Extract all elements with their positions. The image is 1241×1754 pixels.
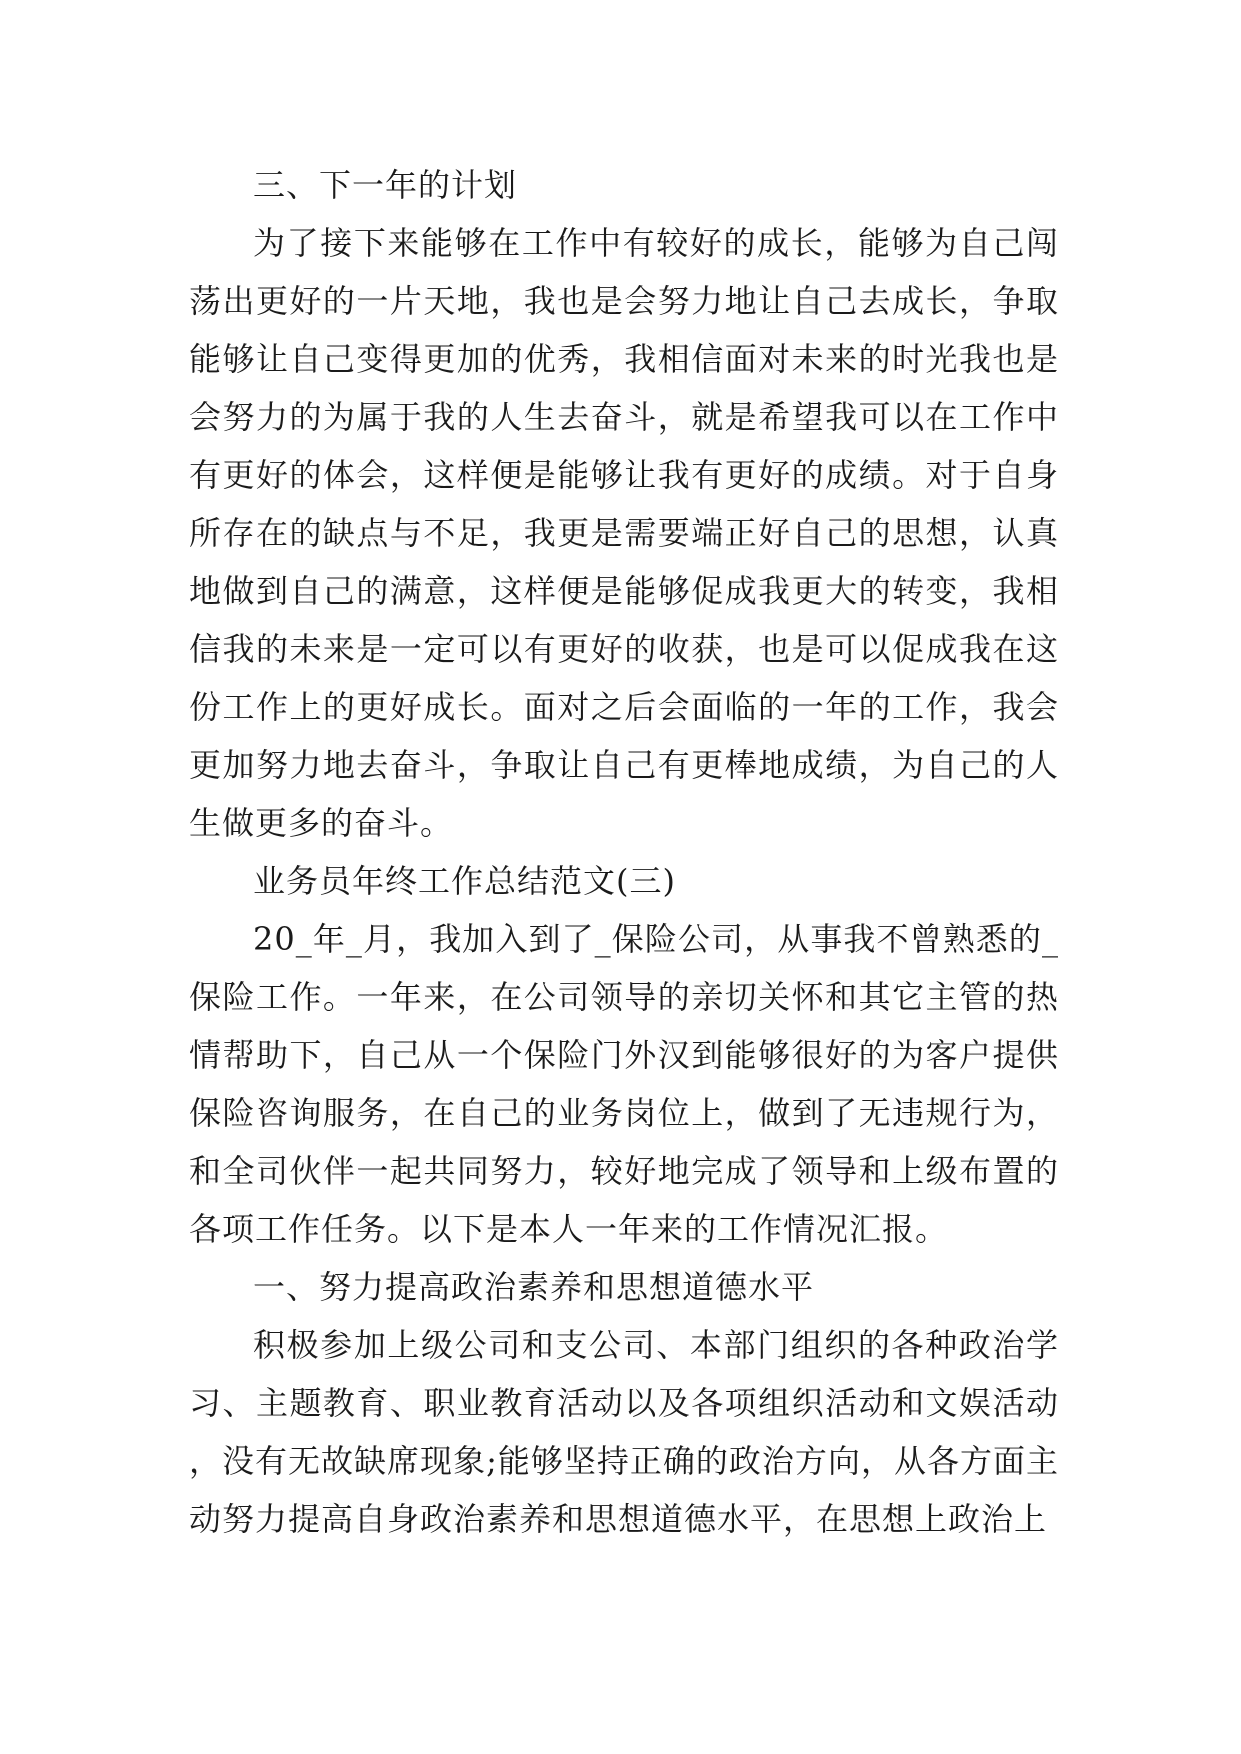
article-title: 业务员年终工作总结范文(三) [253,862,676,900]
paragraph-plan: 为了接下来能够在工作中有较好的成长，能够为自己闯荡出更好的一片天地，我也是会努力地让自己去成长，争取能够让自己变得更加的优秀，我相信面对未来的时光我也是会努力的为属于我的人生去奋斗，就是希望我可以在工作中有更好的体会，这样便是能够让我有更好的成绩。对于自身所存在的缺点与不足，我更是需要端正好自己的思想，认真地做到自己的满意，这样便是能够促成我更大的转变，我相信我的未来是一定可以有更好的收获，也是可以促成我在这份工作上的更好成长。面对之后会面临的一年的工作，我会更加努力地去奋斗，争取让自己有更棒地成绩，为自己的人生做更多的奋斗。 [189,224,1059,842]
section-heading-politics: 一、努力提高政治素养和思想道德水平 [253,1268,815,1306]
paragraph-politics: 积极参加上级公司和支公司、本部门组织的各种政治学习、主题教育、职业教育活动以及各项组织活动和文娱活动，没有无故缺席现象;能够坚持正确的政治方向，从各方面主动努力提高自身政治素养和思想道德水平，在思想上政治上 [189,1326,1059,1538]
section-heading-plan: 三、下一年的计划 [253,166,518,204]
paragraph-intro: 20_年_月，我加入到了_保险公司，从事我不曾熟悉的_保险工作。一年来，在公司领导的亲切关怀和其它主管的热情帮助下，自己从一个保险门外汉到能够很好的为客户提供保险咨询服务，在自己的业务岗位上，做到了无违规行为，和全司伙伴一起共同努力，较好地完成了领导和上级布置的各项工作任务。以下是本人一年来的工作情况汇报。 [189,920,1059,1248]
document-body [189,156,1059,1548]
